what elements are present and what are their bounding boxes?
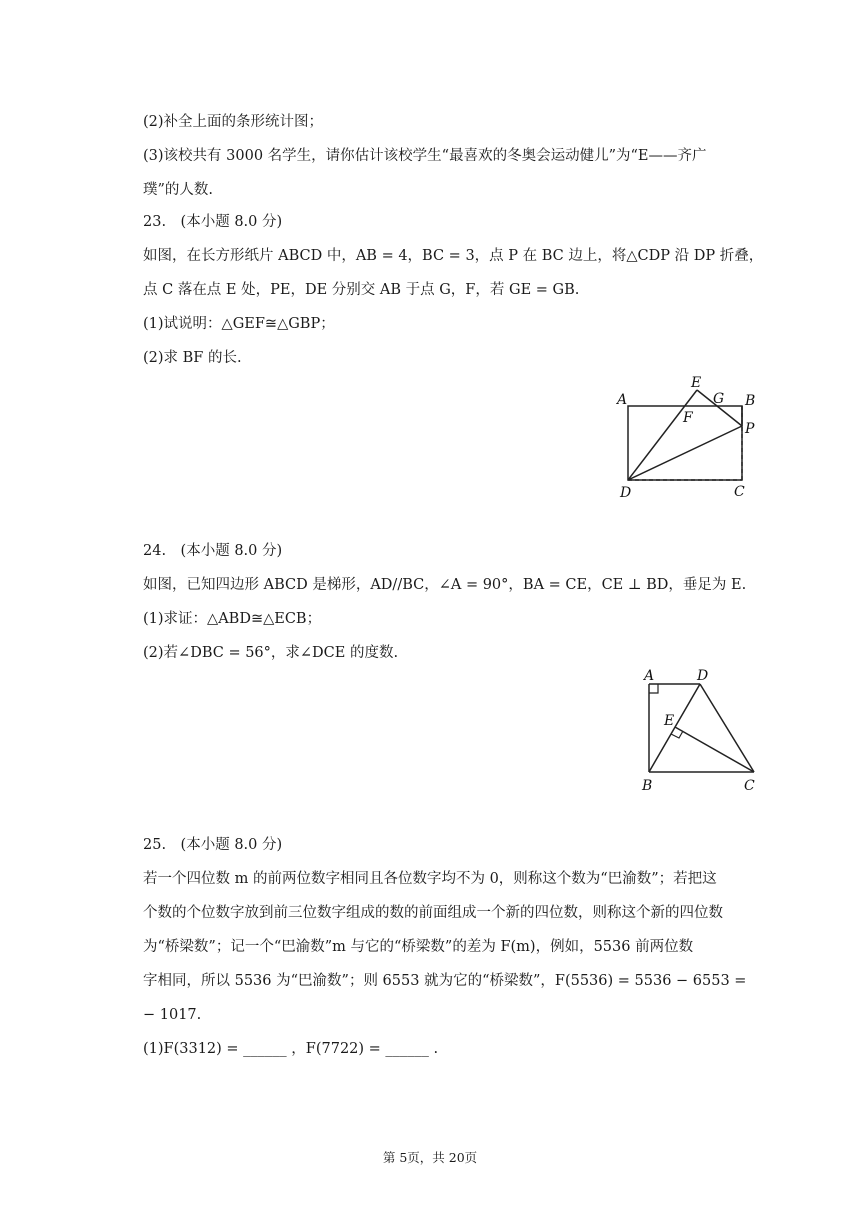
q23-figure [600, 370, 770, 505]
q25-stem-line3: 为“桥梁数”；记一个“巴渝数”m 与它的“桥梁数”的差为 F(m)，例如，5536 前两位数 [143, 939, 694, 955]
segment-dc [700, 684, 754, 772]
label-a: A [644, 668, 655, 684]
label-f: F [683, 410, 693, 426]
label-c: C [744, 778, 755, 794]
q23-part1: (1)试说明：△GEF≅△GBP； [143, 316, 335, 332]
label-e: E [664, 713, 675, 729]
q23-stem-line1: 如图，在长方形纸片 ABCD 中，AB = 4，BC = 3，点 P 在 BC 边上，将△CDP 沿 DP 折叠， [143, 248, 764, 264]
q24-part2: (2)若∠DBC = 56°，求∠DCE 的度数. [143, 645, 399, 661]
q25-stem-line4: 字相同，所以 5536 为“巴渝数”；则 6553 就为它的“桥梁数”，F(5536) = 5536 − 6553 = [143, 973, 747, 989]
label-a: A [617, 392, 628, 408]
q25-stem-line1: 若一个四位数 m 的前两位数字相同且各位数字均不为 0，则称这个数为“巴渝数”；若把这 [143, 871, 717, 887]
label-d: D [620, 485, 632, 501]
q25-stem-line2: 个数的个位数字放到前三位数字组成的数的前面组成一个新的四位数，则称这个新的四位数 [143, 905, 723, 921]
q24-heading: 24. (本小题 8.0 分) [143, 543, 283, 559]
page-footer: 第 5页，共 20页 [382, 1150, 478, 1165]
q24-stem: 如图，已知四边形 ABCD 是梯形，AD//BC，∠A = 90°，BA = CE，CE ⊥ BD，垂足为 E. [143, 577, 747, 593]
q23-part2: (2)求 BF 的长. [143, 350, 242, 366]
q23-stem-line2: 点 C 落在点 E 处，PE，DE 分别交 AB 于点 G，F，若 GE = GB. [143, 282, 580, 298]
segment-dp [628, 426, 742, 480]
label-g: G [713, 391, 725, 407]
label-p: P [745, 421, 755, 437]
label-b: B [642, 778, 653, 794]
q22-part3-line1: (3)该校共有 3000 名学生，请你估计该校学生“最喜欢的冬奥会运动健儿”为“E——齐广 [143, 148, 707, 164]
q25-stem-line5: − 1017. [143, 1007, 202, 1023]
segment-ce [675, 727, 754, 772]
segment-de [628, 390, 697, 480]
label-e: E [691, 375, 702, 391]
q22-part2: (2)补全上面的条形统计图； [143, 114, 324, 130]
q25-part1: (1)F(3312) = ______ ，F(7722) = ______ . [143, 1041, 439, 1057]
label-b: B [745, 393, 756, 409]
q24-figure [630, 666, 770, 798]
q25-heading: 25. (本小题 8.0 分) [143, 837, 283, 853]
right-angle-a [649, 684, 658, 693]
q22-part3-line2: 璞”的人数. [143, 182, 214, 198]
segment-bd [649, 684, 700, 772]
q23-heading: 23. (本小题 8.0 分) [143, 214, 283, 230]
q24-part1: (1)求证：△ABD≅△ECB； [143, 611, 322, 627]
label-c: C [734, 484, 745, 500]
label-d: D [697, 668, 709, 684]
